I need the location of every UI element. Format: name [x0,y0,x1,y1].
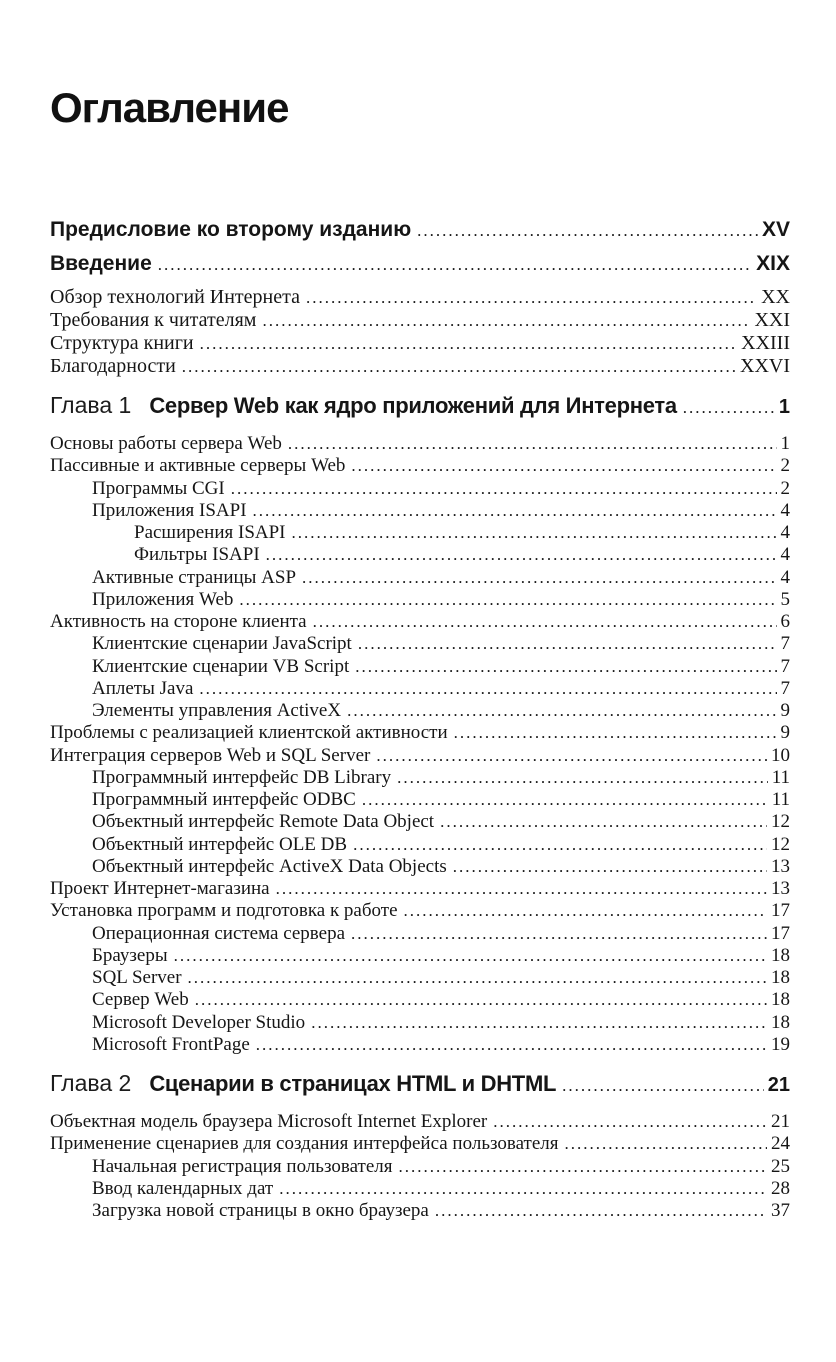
chapter-section [50,1068,790,1222]
entry-label: Установка программ и подготовка к работе [50,900,398,922]
page-number: 13 [771,878,790,899]
dot-leader [311,1012,767,1034]
page-number: 4 [780,499,790,521]
toc-row [50,967,790,989]
page-number: 6 [780,611,790,632]
toc-row [50,989,790,1011]
toc-row [50,1178,790,1200]
chapter-heading [50,390,790,423]
page-number: 37 [771,1200,790,1221]
dot-leader [358,633,777,655]
entry-label: Microsoft FrontPage [92,1033,250,1055]
page-number: XXI [754,309,790,331]
chapter-title: Сценарии в страницах HTML и DHTML [149,1071,557,1096]
dot-leader [292,522,777,544]
chapter-page-number: 21 [767,1074,790,1096]
toc-row [50,589,790,611]
page-number: 7 [780,677,790,699]
page-number: XXIII [741,332,790,354]
dot-leader [306,286,757,309]
entry-label: Аплеты Java [92,677,194,699]
dot-leader [355,656,776,678]
toc-row [50,633,790,655]
dot-leader [158,253,752,276]
toc-row [50,700,790,722]
page-number: XXVI [740,355,790,377]
entry-label: Операционная система сервера [92,922,346,944]
toc-row [50,332,790,355]
entry-label: Браузеры [92,944,168,966]
dot-leader [279,1178,767,1200]
chapter-entries [50,1111,790,1222]
page-number: 2 [780,455,790,477]
dot-leader [256,1034,767,1056]
page-number: 12 [771,811,790,833]
toc-row [50,218,790,242]
entry-label: Обзор технологий Интернета [50,286,300,308]
toc-row [50,355,790,378]
chapter-number-label: Глава 2 [50,1070,132,1096]
entry-label: Объектный интерфейс Remote Data Object [92,811,435,833]
toc-row [50,567,790,589]
page-number: 7 [780,655,790,677]
entry-label: Пассивные и активные серверы Web [50,455,346,477]
page-number: 17 [771,900,790,922]
dot-leader [195,989,767,1011]
entry-label: Проект Интернет-магазина [50,878,270,899]
entry-label: Проблемы с реализацией клиентской активности [50,722,448,744]
toc-row [50,811,790,833]
toc-row [50,856,790,878]
page-number: 18 [771,944,790,966]
dot-leader [397,767,768,789]
entry-label: Фильтры ISAPI [134,544,260,566]
page-number: 12 [771,833,790,855]
page-number: 13 [771,855,790,877]
page-number: 19 [771,1033,790,1055]
page-number: 4 [780,566,790,588]
page-number: 11 [771,766,790,788]
page-number: 25 [771,1155,790,1177]
toc-row [50,1200,790,1222]
toc-row [50,433,790,455]
dot-leader [454,722,777,744]
entry-label: Программный интерфейс ODBC [92,789,356,810]
toc-row [50,286,790,309]
entry-label: Приложения Web [92,588,234,610]
dot-leader [276,878,767,900]
dot-leader [353,834,767,856]
page-number: 9 [780,722,790,744]
entry-label: Интеграция серверов Web и SQL Server [50,744,371,766]
dot-leader [683,393,775,423]
entry-label: Начальная регистрация пользователя [92,1155,393,1177]
toc-row [50,309,790,332]
page-number: 1 [780,433,790,454]
toc-row [50,745,790,767]
entry-label: Microsoft Developer Studio [92,1011,306,1033]
dot-leader [453,856,767,878]
front-matter-section [50,218,790,378]
dot-leader [440,811,767,833]
chapter-heading [50,1068,790,1101]
entry-label: Программы CGI [92,477,225,499]
entry-label: Активные страницы ASP [92,566,297,588]
page-number: 2 [780,477,790,499]
entry-label: Программный интерфейс DB Library [92,766,392,788]
toc-row [50,1034,790,1056]
toc-row [50,834,790,856]
page-number: 24 [771,1133,790,1155]
entry-label: Введение [50,252,152,275]
toc-row [50,1156,790,1178]
toc-row [50,678,790,700]
page-number: 18 [771,1011,790,1033]
dot-leader [199,678,776,700]
dot-leader [188,967,767,989]
chapter-title: Сервер Web как ядро приложений для Интернета [149,393,677,418]
entry-label: Сервер Web [92,989,189,1011]
toc-row [50,252,790,276]
entry-label: Загрузка новой страницы в окно браузера [92,1200,429,1221]
dot-leader [347,700,776,722]
toc-row [50,500,790,522]
entry-label: Благодарности [50,355,176,377]
entry-label: Объектный интерфейс ActiveX Data Objects [92,855,447,877]
dot-leader [182,355,736,378]
dot-leader [174,945,767,967]
entry-label: Основы работы сервера Web [50,433,282,454]
dot-leader [435,1200,767,1222]
chapter-page-number: 1 [778,396,790,418]
dot-leader [398,1156,767,1178]
page-number: XV [761,218,790,241]
dot-leader [404,900,767,922]
dot-leader [231,478,777,500]
dot-leader [239,589,776,611]
dot-leader [288,433,777,455]
entry-label: Ввод календарных дат [92,1177,274,1199]
toc-row [50,1111,790,1133]
page-number: XIX [756,252,790,275]
toc-row [50,656,790,678]
toc-row [50,900,790,922]
chapter-number-label: Глава 1 [50,392,132,418]
chapters-section [50,390,790,1222]
dot-leader [313,611,777,633]
entry-label: Структура книги [50,332,194,354]
dot-leader [493,1111,767,1133]
dot-leader [376,745,767,767]
page-number: 10 [771,744,790,766]
dot-leader [351,923,767,945]
page-number: 28 [771,1177,790,1199]
page-number: 9 [780,700,790,721]
dot-leader [262,309,750,332]
dot-leader [302,567,776,589]
toc-row [50,1012,790,1034]
toc-row [50,478,790,500]
chapter-section [50,390,790,1056]
page-number: 7 [780,633,790,655]
toc-row [50,878,790,900]
page-number: XX [761,286,790,308]
dot-leader [362,789,768,811]
entry-label: Элементы управления ActiveX [92,700,342,721]
entry-label: Приложения ISAPI [92,499,247,521]
dot-leader [565,1133,768,1155]
page-number: 17 [771,922,790,944]
toc-row [50,767,790,789]
dot-leader [200,332,737,355]
dot-leader [266,544,777,566]
toc-row [50,455,790,477]
toc-row [50,923,790,945]
toc-row [50,722,790,744]
toc-row [50,522,790,544]
dot-leader [417,219,758,242]
entry-label: Клиентские сценарии JavaScript [92,633,352,655]
page-number: 21 [771,1111,790,1132]
entry-label: Активность на стороне клиента [50,611,307,632]
toc-page [0,86,836,1222]
page-number: 11 [771,789,790,810]
page-number: 4 [780,522,790,543]
page-number: 18 [771,989,790,1011]
toc-row [50,789,790,811]
page-number: 5 [780,588,790,610]
entry-label: Клиентские сценарии VB Script [92,655,350,677]
entry-label: Предисловие ко второму изданию [50,218,412,241]
dot-leader [562,1071,764,1101]
dot-leader [351,455,776,477]
entry-label: Требования к читателям [50,309,257,331]
entry-label: Применение сценариев для создания интерфейса пользователя [50,1133,559,1155]
entry-label: Расширения ISAPI [134,522,286,543]
page-number: 4 [780,544,790,566]
entry-label: Объектный интерфейс OLE DB [92,833,348,855]
toc-row [50,611,790,633]
toc-row [50,544,790,566]
page-title: Оглавление [50,84,289,131]
dot-leader [253,500,777,522]
toc-row [50,1133,790,1155]
entry-label: Объектная модель браузера Microsoft Internet Explorer [50,1111,488,1132]
toc-row [50,945,790,967]
chapter-entries [50,433,790,1056]
page-number: 18 [771,967,790,988]
entry-label: SQL Server [92,967,182,988]
